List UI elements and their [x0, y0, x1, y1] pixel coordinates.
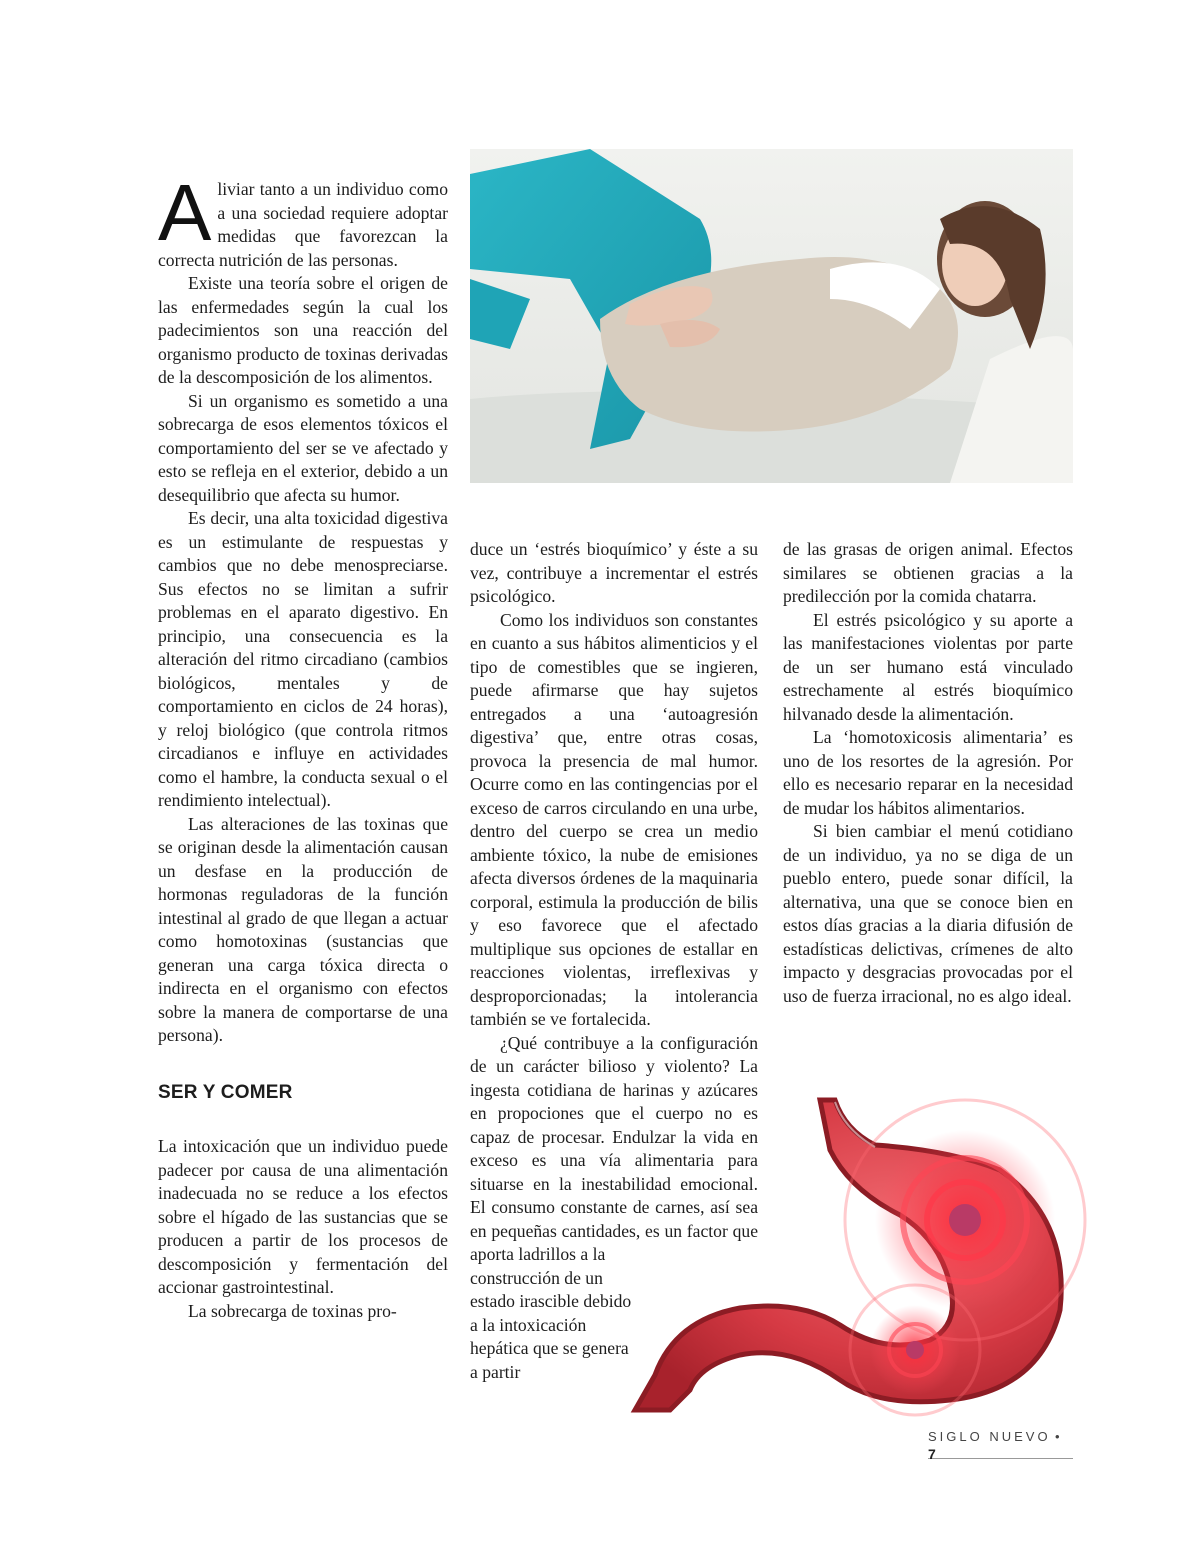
- section-paragraph-2: La sobrecarga de toxinas pro-: [188, 1300, 397, 1321]
- drop-cap: A: [158, 168, 212, 257]
- middle-paragraph-2: Como los individuos son constantes en cuanto a sus hábitos alimenticios y el tipo de comestibles que se ingieren, puede afirmarse que hay sujetos entregados a una ‘autoagresión digestiva’ que, entre otras cosas, provoca la presencia de mal humor. Ocurre como en las contingencias por el exceso de carros circulando en una urbe, dentro del cuerpo se crea un medio ambiente tóxico, la nube de emisiones afecta diversos órdenes de la maquinaria corporal, estimula la producción de bilis y eso favorece que el afectado multiplique sus opciones de estallar en reacciones violentas, irreflexivas y desproporcionadas; la intolerancia también se ve fortalecida.: [470, 609, 758, 1029]
- section-paragraph-1: La intoxicación que un individuo puede padecer por causa de una alimentación inadecuada no se reduce a los efectos sobre el hígado de las sustancias que se producen a partir de los procesos de descomposición y fermentación del accionar gastrointestinal.: [158, 1136, 448, 1297]
- right-paragraph-4: Si bien cambiar el menú cotidiano de un individuo, ya no se diga de un pueblo entero, puede sonar difícil, la alternativa, una que se conoce bien en estos días gracias a la diaria difusión de estadísticas delictivas, crímenes de alto impacto y desgracias provocadas por el uso de fuerza irracional, no es algo ideal.: [783, 821, 1073, 1006]
- page-number: 7: [928, 1446, 936, 1462]
- intro-paragraph-2: Existe una teoría sobre el origen de las enfermedades según la cual los padecimientos son una reacción del organismo producto de toxinas derivadas de la descomposición de los alimentos.: [158, 273, 448, 387]
- middle-paragraph-3-tail: construcción de un estado irascible debido a la intoxicación hepática que se genera a partir: [470, 1267, 632, 1382]
- footer-separator: •: [1055, 1429, 1063, 1444]
- column-right: [783, 538, 1073, 1008]
- stomach-illustration: [630, 1090, 1100, 1440]
- page-footer: [928, 1428, 1073, 1462]
- middle-paragraph-3: ¿Qué contribuye a la configuración de un carácter bilioso y violento? La ingesta cotidiana de harinas y azúcares en propociones que el cuerpo no es capaz de procesar. Endulzar la vida en exceso es una vía alimentaria para situarse en la inestabilidad emocional. El consumo constante de carnes, así sea en pequeñas cantidades, es un factor que aporta ladrillos a la: [470, 1032, 758, 1264]
- right-paragraph-1: de las grasas de origen animal. Efectos similares se obtienen gracias a la predilección por la comida chatarra.: [783, 539, 1073, 606]
- photo-illustration: [470, 149, 1073, 483]
- middle-wrap-narrow: [470, 1267, 640, 1385]
- stomach-svg: [630, 1090, 1100, 1440]
- section-heading: SER Y COMER: [158, 1081, 293, 1103]
- column-left: [158, 168, 448, 1323]
- photo-woman-stomach-pain: [470, 149, 1073, 483]
- intro-paragraph-5: Las alteraciones de las toxinas que se originan desde la alimentación causan un desfase en la producción de hormonas reguladoras de la función intestinal al grado de que llegan a actuar como homotoxinas (sustancias que generan una carga tóxica directa o indirecta en el organismo con efectos sobre la manera de comportarse de una persona).: [158, 813, 448, 1045]
- intro-paragraph-1: liviar tanto a un individuo como a una sociedad requiere adoptar medidas que favorezcan la correcta nutrición de las personas.: [158, 179, 448, 270]
- magazine-name: SIGLO NUEVO: [928, 1429, 1051, 1444]
- right-paragraph-2: El estrés psicológico y su aporte a las manifestaciones violentas por parte de un ser humano está vinculado estrechamente al estrés bioquímico hilvanado desde la alimentación.: [783, 609, 1073, 724]
- middle-paragraph-1: duce un ‘estrés bioquímico’ y éste a su vez, contribuye a incrementar el estrés psicológico.: [470, 539, 758, 606]
- intro-paragraph-3: Si un organismo es sometido a una sobrecarga de esos elementos tóxicos el comportamiento del ser se ve afectado y esto se refleja en el exterior, debido a un desequilibrio que afecta su humor.: [158, 390, 448, 505]
- right-paragraph-3: La ‘homotoxicosis alimentaria’ es uno de los resortes de la agresión. Por ello es necesario reparar en la necesidad de mudar los hábitos alimentarios.: [783, 727, 1073, 818]
- intro-paragraph-4: Es decir, una alta toxicidad digestiva es un estimulante de respuestas y cambios que no debe menospreciarse. Sus efectos no se limitan a sufrir problemas en el aparato digestivo. En principio, una consecuencia es la alteración del ritmo circadiano (cambios biológicos, mentales y de comportamiento en ciclos de 24 horas), y reloj biológico (que controla ritmos circadianos e influye en actividades como el hambre, la conducta sexual o el rendimiento intelectual).: [158, 508, 448, 810]
